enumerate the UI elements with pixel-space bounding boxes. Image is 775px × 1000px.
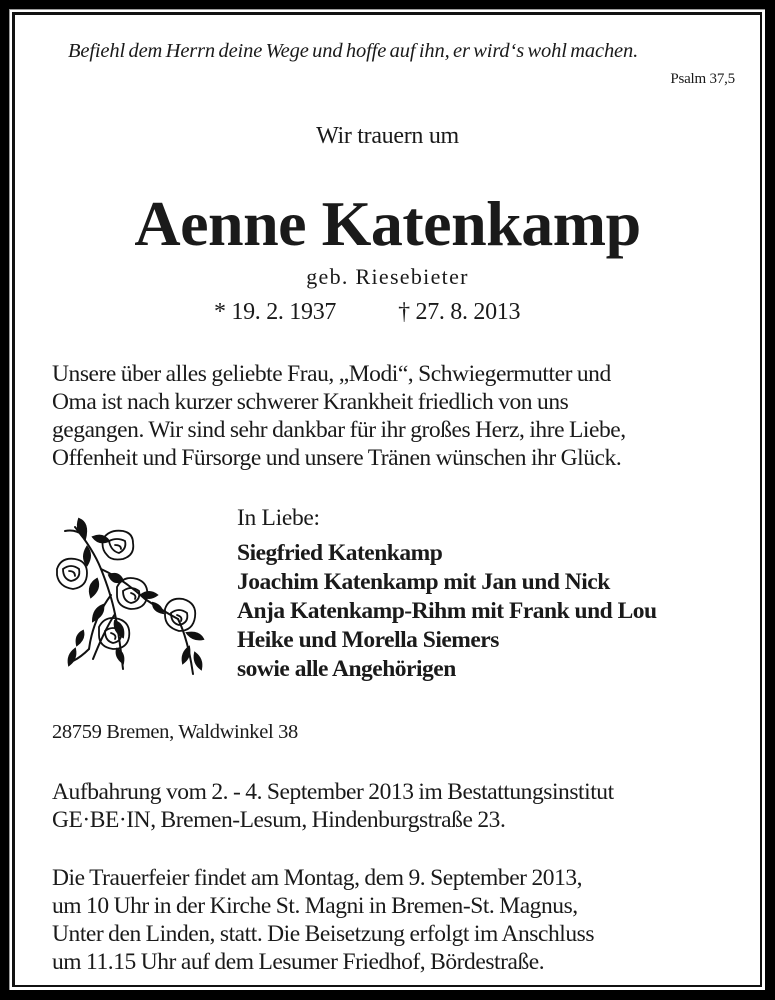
mourners-label: In Liebe:	[237, 505, 320, 531]
viewing-line: GE·BE·IN, Bremen-Lesum, Hindenburgstraße 23.	[52, 807, 506, 833]
service-line: um 10 Uhr in der Kirche St. Magni in Bremen-St. Magnus,	[52, 893, 578, 919]
death-date: † 27. 8. 2013	[398, 299, 521, 325]
mourner-name: Joachim Katenkamp mit Jan und Nick	[237, 569, 610, 595]
tribute-text	[52, 360, 626, 472]
service-line: Unter den Linden, statt. Die Beisetzung erfolgt im Anschluss	[52, 921, 595, 947]
service-line: Die Trauerfeier findet am Montag, dem 9. September 2013,	[52, 865, 583, 891]
bible-verse: Befiehl dem Herrn deine Wege und hoffe auf ihn, er wird‘s wohl machen.	[68, 40, 639, 62]
mourner-name: Anja Katenkamp-Rihm mit Frank und Lou	[237, 598, 657, 624]
maiden-name: geb. Riesebieter	[306, 264, 469, 289]
tribute-line: Unsere über alles geliebte Frau, „Modi“, Schwiegermutter und	[52, 361, 611, 387]
mourners-list	[237, 539, 657, 684]
family-address: 28759 Bremen, Waldwinkel 38	[52, 721, 298, 743]
viewing-line: Aufbahrung vom 2. - 4. September 2013 im Bestattungsinstitut	[52, 779, 614, 805]
mourning-intro: Wir trauern um	[316, 123, 459, 149]
mourner-name: Heike und Morella Siemers	[237, 627, 499, 653]
viewing-info	[52, 778, 614, 834]
deceased-name: Aenne Katenkamp	[134, 188, 641, 259]
life-dates	[214, 299, 520, 326]
mourner-name: sowie alle Angehörigen	[237, 656, 456, 682]
birth-date: * 19. 2. 1937	[214, 299, 337, 325]
mourner-name: Siegfried Katenkamp	[237, 540, 443, 566]
tribute-line: gegangen. Wir sind sehr dankbar für ihr großes Herz, ihre Liebe,	[52, 417, 626, 443]
rose-branch-icon	[53, 509, 209, 679]
bible-verse-reference: Psalm 37,5	[670, 71, 735, 87]
tribute-line: Oma ist nach kurzer schwerer Krankheit friedlich von uns	[52, 389, 569, 415]
service-info	[52, 864, 594, 976]
tribute-line: Offenheit und Fürsorge und unsere Tränen wünschen ihr Glück.	[52, 445, 622, 471]
obituary-content	[12, 12, 762, 987]
service-line: um 11.15 Uhr auf dem Lesumer Friedhof, Bördestraße.	[52, 949, 545, 975]
obituary-frame	[9, 9, 765, 990]
